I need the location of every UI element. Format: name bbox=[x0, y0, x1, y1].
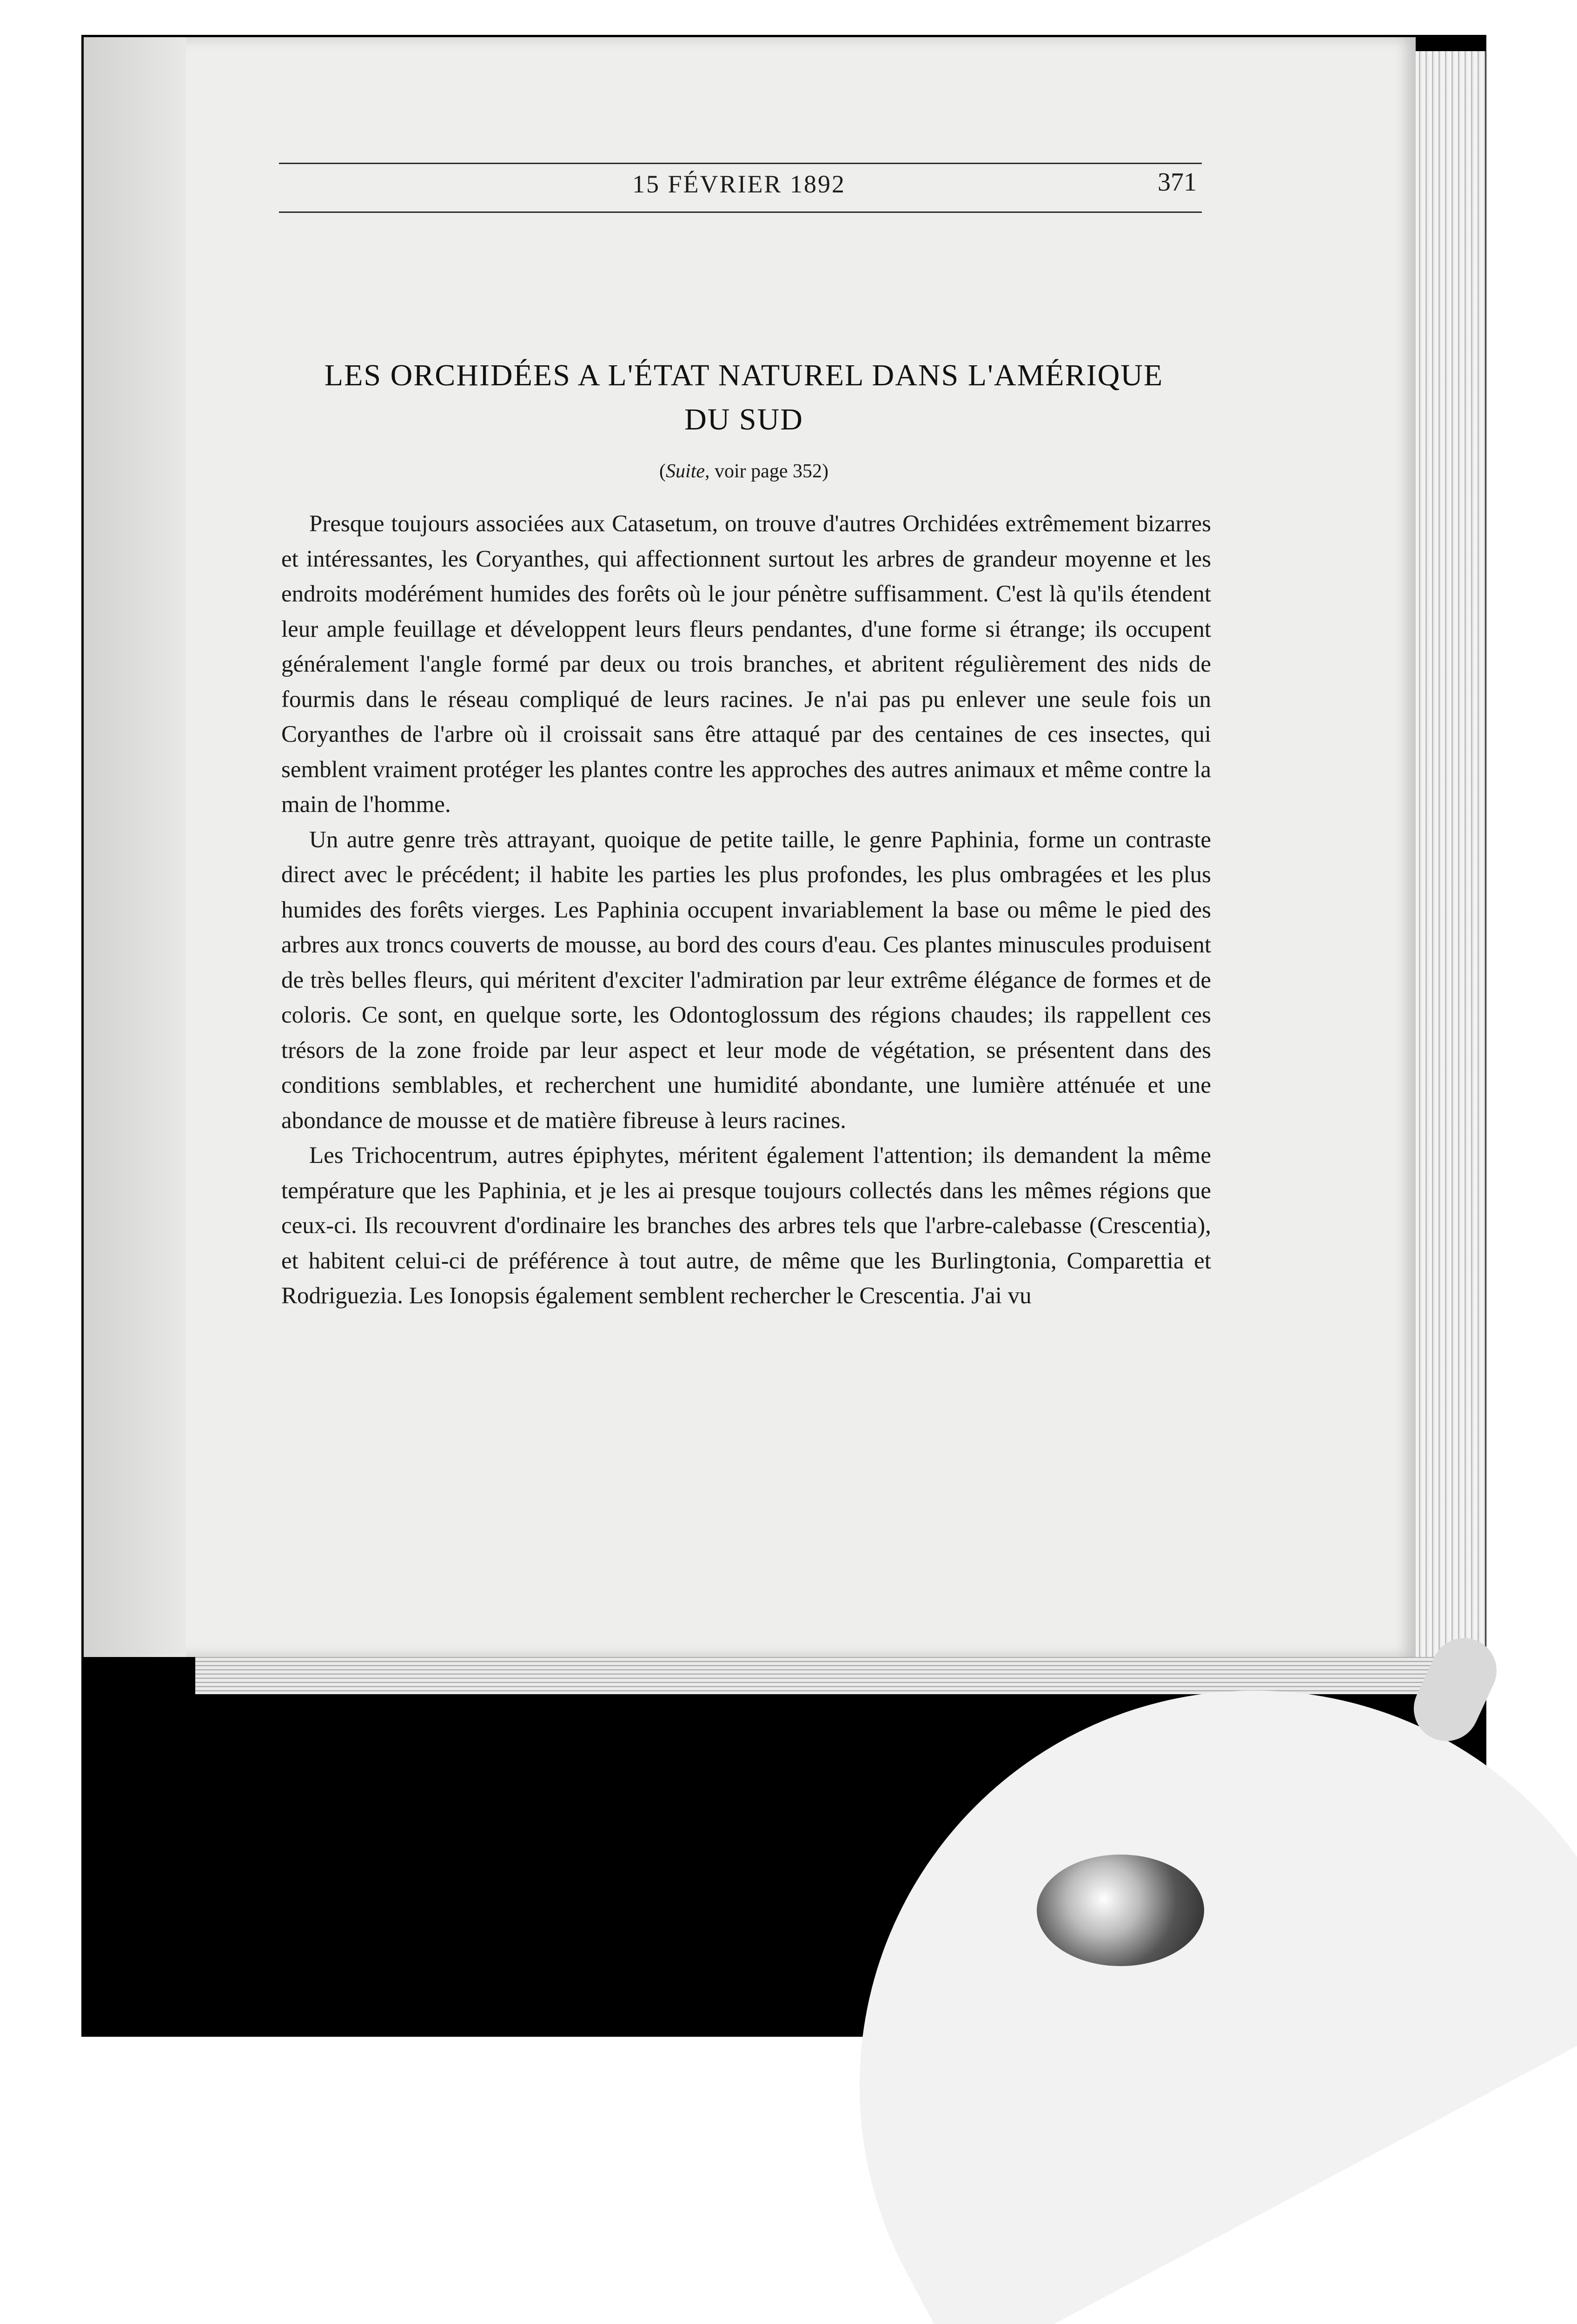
subtitle-open-paren: ( bbox=[659, 461, 666, 482]
header-rule-bottom bbox=[279, 211, 1202, 213]
article-title bbox=[279, 353, 1209, 442]
running-header-date: 15 FÉVRIER 1892 bbox=[632, 170, 846, 198]
paragraph: Presque toujours associées aux Catasetum, on trouve d'autres Orchidées extrêmement bizarres et intéressantes, les Coryanthes, qui affectionnent surtout les arbres de grandeur moyenne et les endroits modérément humides des forêts où le jour pénètre suffisamment. C'est là qu'ils étendent leur ample feuillage et développent leurs fleurs pendantes, d'une forme si étrange; ils occupent généralement l'angle formé par deux ou trois branches, et abritent régulièrement des nids de fourmis dans le réseau compliqué de leurs racines. Je n'ai pas pu enlever une seule fois un Coryanthes de l'arbre où il croissait sans être attaqué par des centaines de ces insectes, qui semblent vraiment protéger les plantes contre les approches des autres animaux et même contre la main de l'homme. bbox=[281, 511, 1211, 818]
article-title-line-2: DU SUD bbox=[684, 403, 803, 436]
paragraph: Un autre genre très attrayant, quoique de petite taille, le genre Paphinia, forme un contraste direct avec le précédent; il habite les parties les plus profondes, les plus ombragées et les plus humides des forêts vierges. Les Paphinia occupent invariablement la base ou même le pied des arbres aux troncs couverts de mousse, au bord des cours d'eau. Ces plantes minuscules produisent de très belles fleurs, qui méritent d'exciter l'admiration par leur extrême élégance de formes et de coloris. Ce sont, en quelque sorte, les Odontoglossum des régions chaudes; ils rappellent ces trésors de la zone froide par leur aspect et leur mode de végétation, se présentent dans des conditions semblables, et recherchent une humidité abondante, une lumière atténuée et une abondance de mousse et de matière fibreuse à leurs racines. bbox=[281, 826, 1211, 1134]
article-body bbox=[281, 507, 1211, 1314]
page-number: 371 bbox=[1158, 168, 1197, 197]
subtitle-italic: Suite, bbox=[666, 461, 710, 482]
article-title-line-1: LES ORCHIDÉES A L'ÉTAT NATUREL DANS L'AMÉRIQUE bbox=[324, 358, 1164, 392]
subtitle-rest: voir page 352) bbox=[709, 461, 828, 482]
paragraph: Les Trichocentrum, autres épiphytes, méritent également l'attention; ils demandent la même température que les Paphinia, et je les ai presque toujours collectés dans les mêmes régions que ceux-ci. Ils recouvrent d'ordinaire les branches des arbres tels que l'arbre-calebasse (Crescentia), et habitent celui-ci de préférence à tout autre, de même que les Burlingtonia, Comparettia et Rodriguezia. Les Ionopsis également semblent rechercher le Crescentia. J'ai vu bbox=[281, 1142, 1211, 1309]
article-subtitle bbox=[279, 460, 1209, 482]
header-rule-top bbox=[279, 163, 1202, 164]
